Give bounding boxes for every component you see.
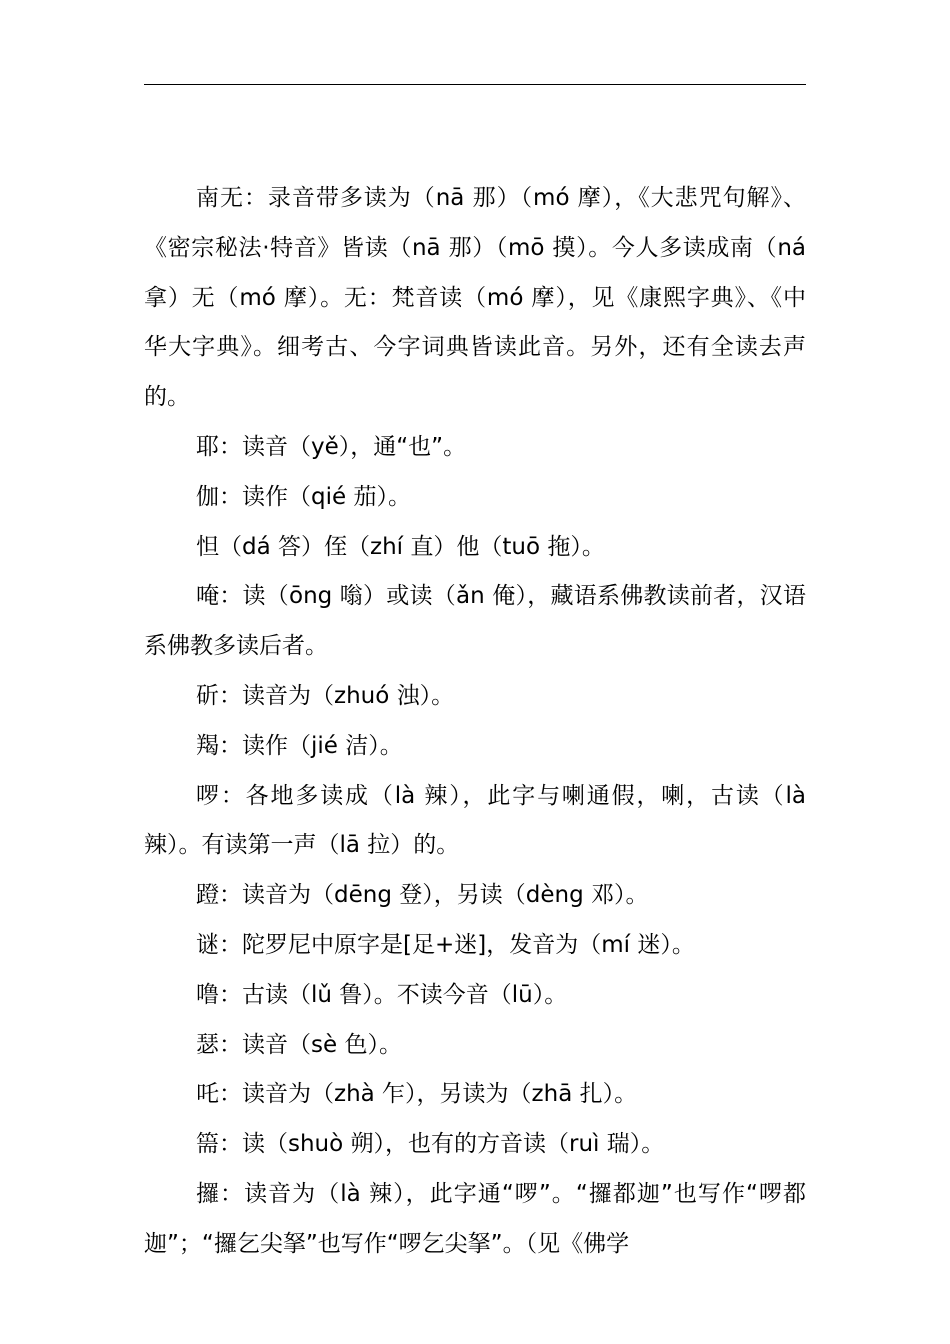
paragraph-zhuo: 斫：读音为（zhuó 浊）。 — [196, 682, 455, 709]
paragraph-namo: 南无：录音带多读为（nā 那）（mó 摩），《大悲咒句解》、《密宗秘法·特音》皆读（nā 那）（mō 摸）。今人多读成南（ná 拿）无（mó 摩）。无：梵音读（mó 摩），见《康熙字典》、《中华大字典》。细考古、今字词典皆读此音。另外，还有全读去声的。 — [144, 185, 806, 411]
paragraph-deng: 蹬：读音为（dēng 登），另读（dèng 邓）。 — [196, 882, 649, 909]
paragraph-zha: 吒：读音为（zhà 乍），另读为（zhā 扎）。 — [196, 1081, 638, 1108]
document-body — [144, 174, 806, 1270]
paragraph-qie: 伽：读作（qié 茄）。 — [196, 483, 411, 510]
paragraph-mi: 谜：陀罗尼中原字是[足+迷]，发音为（mí 迷）。 — [196, 931, 695, 958]
paragraph-luo-la: 攞：读音为（là 辣），此字通“啰”。“攞都迦”也写作“啰都迦”；“攞乞尖拏”也写作“啰乞尖拏”。（见《佛学 — [144, 1180, 806, 1257]
paragraph-lu: 噜：古读（lǔ 鲁）。不读今音（lū）。 — [196, 981, 568, 1008]
paragraph-la: 啰：各地多读成（là 辣），此字与喇通假，喇，古读（là 辣）。有读第一声（lā 拉）的。 — [144, 782, 806, 859]
paragraph-shuo: 篅：读（shuò 朔），也有的方音读（ruì 瑞）。 — [196, 1131, 665, 1158]
paragraph-jie: 羯：读作（jié 洁）。 — [196, 732, 403, 759]
header-rule — [144, 84, 806, 85]
paragraph-da-zhi-tuo: 怛（dá 答）侄（zhí 直）他（tuō 拖）。 — [196, 533, 605, 560]
paragraph-ye: 耶：读音（yě），通“也”。 — [196, 433, 467, 460]
paragraph-om: 唵：读（ōng 嗡）或读（ǎn 俺），藏语系佛教读前者，汉语系佛教多读后者。 — [144, 583, 806, 660]
paragraph-se: 瑟：读音（sè 色）。 — [196, 1031, 402, 1058]
